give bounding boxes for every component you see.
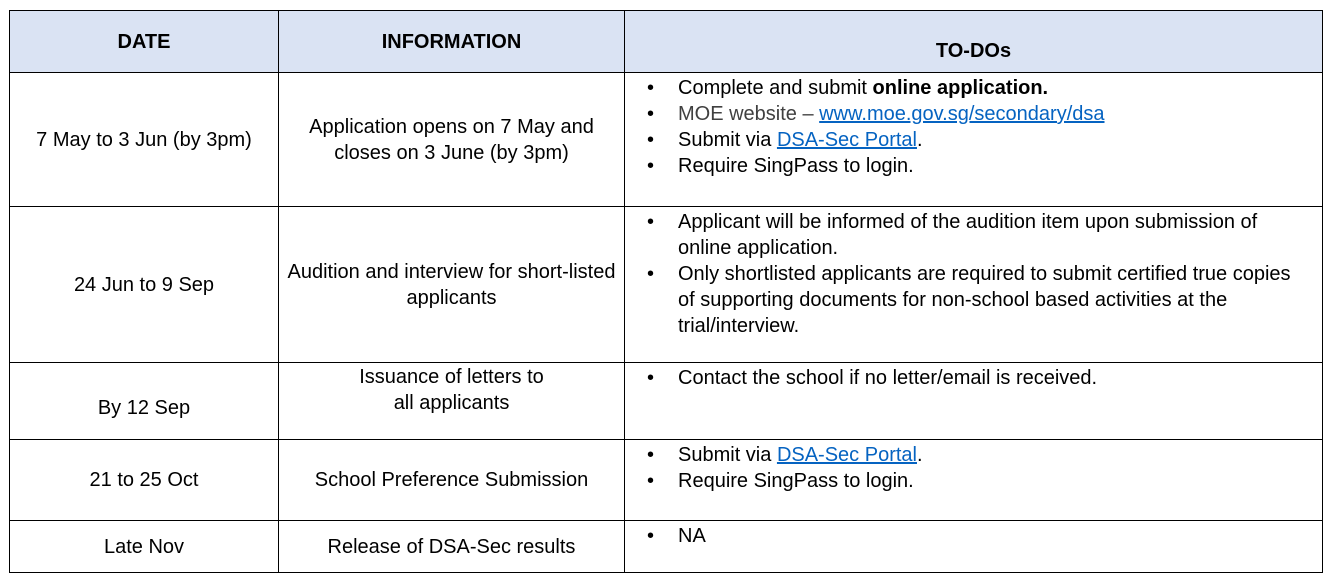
todo-item: • Contact the school if no letter/email is received. <box>625 365 1322 391</box>
table-row <box>10 521 1323 573</box>
todos-cell <box>625 207 1323 363</box>
dsa-schedule-table <box>9 10 1323 573</box>
todo-item: • Applicant will be informed of the audition item upon submission of online application. <box>625 209 1322 261</box>
todo-list <box>625 523 1322 549</box>
date-cell: 7 May to 3 Jun (by 3pm) <box>10 73 279 207</box>
todo-item: • Require SingPass to login. <box>625 468 1322 494</box>
date-cell: 24 Jun to 9 Sep <box>10 207 279 363</box>
table-row <box>10 440 1323 521</box>
date-cell: Late Nov <box>10 521 279 573</box>
todo-text: Submit via <box>678 444 777 466</box>
todos-cell <box>625 440 1323 521</box>
information-cell <box>279 363 625 440</box>
information-line: all applicants <box>393 392 510 414</box>
todo-text: Submit via <box>678 129 777 151</box>
todo-list <box>625 75 1322 179</box>
header-row <box>10 11 1323 73</box>
date-cell: By 12 Sep <box>10 363 279 440</box>
table-body <box>10 73 1323 573</box>
todo-text: MOE website – <box>678 103 820 125</box>
todo-item <box>625 101 1322 127</box>
todo-item <box>625 442 1322 468</box>
information-cell: Application opens on 7 May and closes on 3 June (by 3pm) <box>279 73 625 207</box>
todo-item: • NA <box>625 523 1322 549</box>
todo-text: . <box>917 129 923 151</box>
table-row <box>10 363 1323 440</box>
moe-website-link[interactable]: www.moe.gov.sg/secondary/dsa <box>819 103 1105 125</box>
todo-emphasis: online application. <box>872 77 1049 99</box>
information-cell: Audition and interview for short-listed applicants <box>279 207 625 363</box>
information-cell: School Preference Submission <box>279 440 625 521</box>
dsa-sec-portal-link[interactable]: DSA-Sec Portal <box>776 129 917 151</box>
header-information: INFORMATION <box>279 11 625 73</box>
todo-text: Complete and submit <box>678 77 873 99</box>
todo-list <box>625 365 1322 391</box>
table-row <box>10 73 1323 207</box>
todo-item <box>625 75 1322 101</box>
todo-list <box>625 209 1322 339</box>
table-header <box>10 11 1323 73</box>
header-date: DATE <box>10 11 279 73</box>
todo-item <box>625 127 1322 153</box>
todo-item: • Only shortlisted applicants are required to submit certified true copies of supporting documents for non-school based activities at the trial/interview. <box>625 261 1322 339</box>
todo-list <box>625 442 1322 494</box>
todo-text: Require SingPass to login. <box>678 155 914 177</box>
todo-text: . <box>917 444 923 466</box>
todos-cell <box>625 73 1323 207</box>
todos-cell <box>625 521 1323 573</box>
header-todos: TO-DOs <box>625 11 1323 73</box>
information-cell: Release of DSA-Sec results <box>279 521 625 573</box>
dsa-sec-portal-link[interactable]: DSA-Sec Portal <box>776 444 917 466</box>
todo-item <box>625 153 1322 179</box>
todos-cell <box>625 363 1323 440</box>
date-cell: 21 to 25 Oct <box>10 440 279 521</box>
table-row <box>10 207 1323 363</box>
information-line: Issuance of letters to <box>359 366 544 388</box>
